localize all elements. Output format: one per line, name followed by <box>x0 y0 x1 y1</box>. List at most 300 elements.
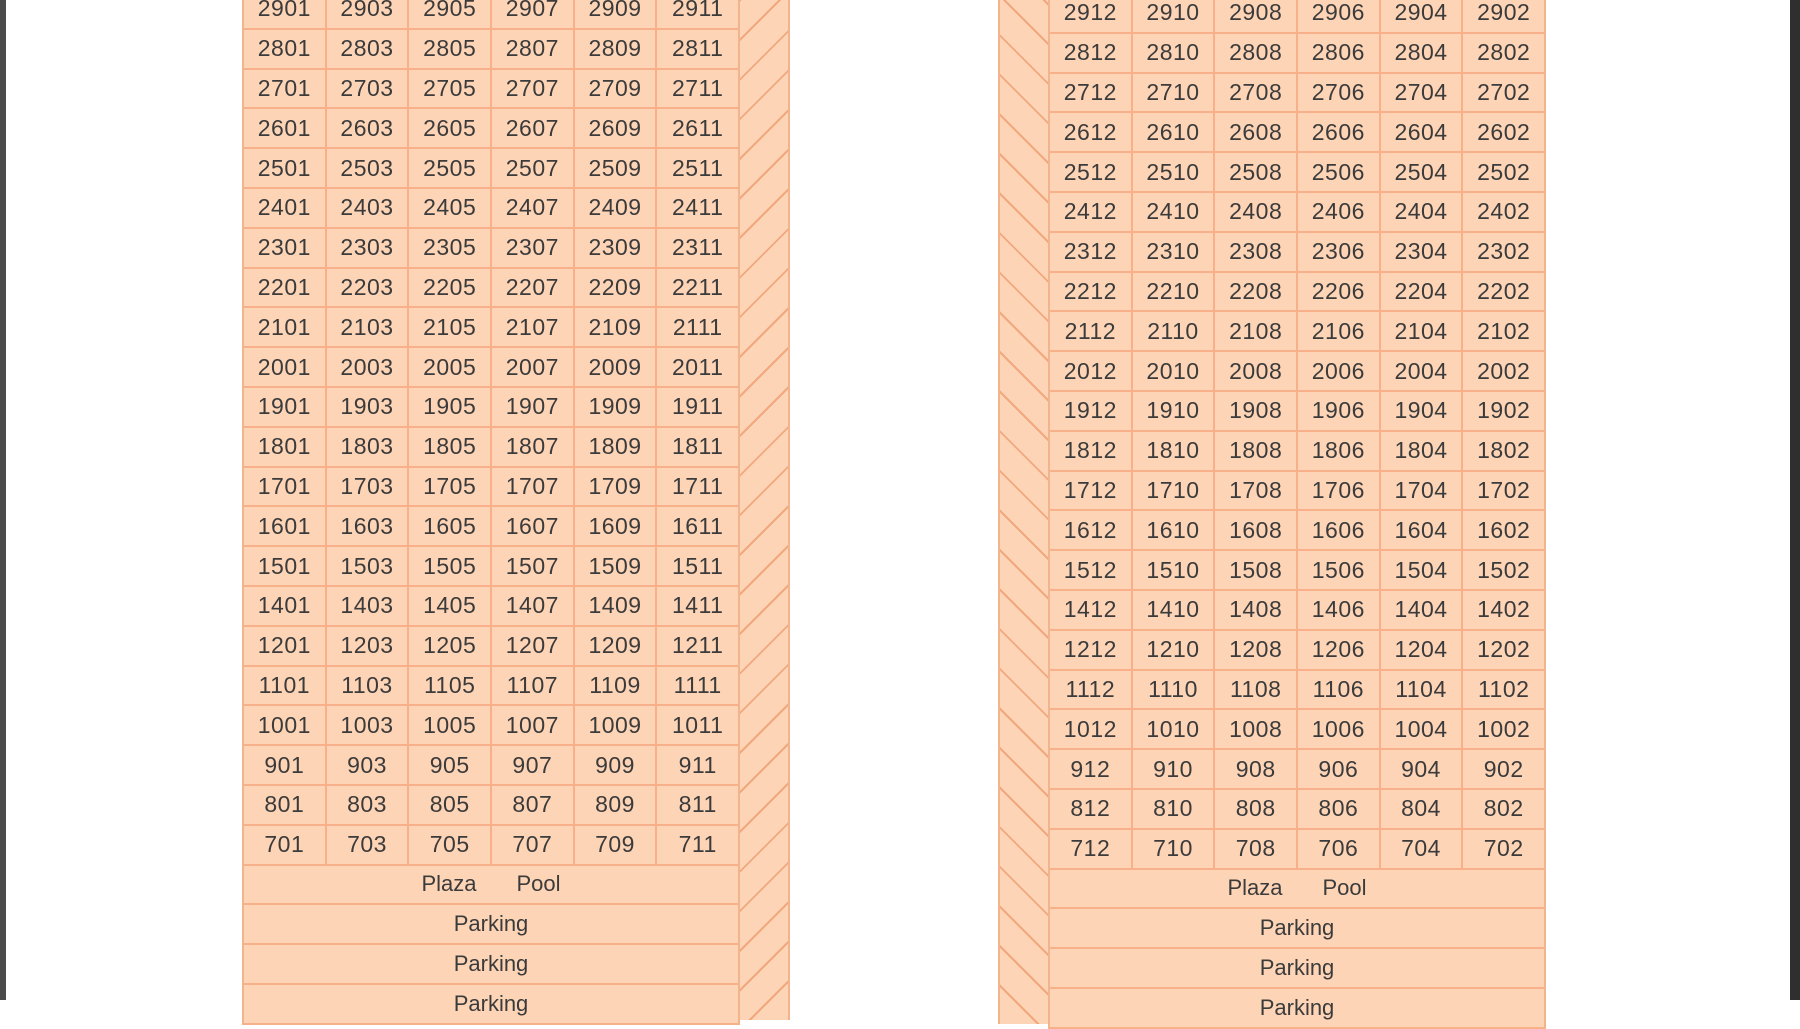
floor-row <box>244 269 738 309</box>
unit-cell: 1202 <box>1477 636 1531 663</box>
left-tower-amenity-row <box>244 866 738 906</box>
unit-cell: 2903 <box>327 0 410 28</box>
unit-cell: 1901 <box>244 388 327 426</box>
unit-cell: 2207 <box>492 269 575 307</box>
unit-cell: 2709 <box>575 70 658 108</box>
unit-cell: 1601 <box>244 507 327 545</box>
unit-cell: 2305 <box>409 229 492 267</box>
floor-row <box>1050 631 1544 671</box>
unit-cell: 2009 <box>575 348 658 386</box>
unit-cell: 1807 <box>492 428 575 466</box>
unit-cell: 2812 <box>1050 34 1133 72</box>
unit-cell: 1501 <box>244 547 327 585</box>
unit-cell: 1906 <box>1298 392 1381 430</box>
unit-cell: 2203 <box>327 269 410 307</box>
unit-cell: 2801 <box>244 30 327 68</box>
unit-cell: 1207 <box>492 627 575 665</box>
floor-row <box>244 189 738 229</box>
unit-cell: 2311 <box>671 234 724 261</box>
unit-cell: 1209 <box>575 627 658 665</box>
unit-cell: 2106 <box>1298 312 1381 350</box>
unit-cell: 1406 <box>1298 591 1381 629</box>
unit-cell: 2608 <box>1215 113 1298 151</box>
unit-cell: 1505 <box>409 547 492 585</box>
floor-row <box>1050 671 1544 711</box>
unit-cell: 703 <box>327 826 410 864</box>
floor-row <box>244 468 738 508</box>
unit-cell: 2906 <box>1298 0 1381 32</box>
floor-row <box>244 109 738 149</box>
unit-cell: 902 <box>1483 755 1524 782</box>
unit-cell: 2010 <box>1133 352 1216 390</box>
floor-row <box>1050 750 1544 790</box>
floor-row <box>1050 591 1544 631</box>
unit-cell: 2111 <box>672 313 723 340</box>
unit-cell: 2912 <box>1050 0 1133 32</box>
unit-cell: 2202 <box>1477 277 1531 304</box>
unit-cell: 2409 <box>575 189 658 227</box>
unit-cell: 1603 <box>327 507 410 545</box>
floor-row <box>1050 472 1544 512</box>
unit-cell: 1707 <box>492 468 575 506</box>
floor-row <box>244 706 738 746</box>
unit-cell: 2911 <box>671 0 724 22</box>
parking-level: Parking <box>244 905 738 945</box>
unit-cell: 2910 <box>1133 0 1216 32</box>
floor-row <box>244 30 738 70</box>
unit-cell: 2601 <box>244 109 327 147</box>
unit-cell: 2907 <box>492 0 575 28</box>
unit-cell: 1404 <box>1381 591 1464 629</box>
floor-row <box>244 149 738 189</box>
unit-cell: 1703 <box>327 468 410 506</box>
unit-cell: 2803 <box>327 30 410 68</box>
unit-cell: 2908 <box>1215 0 1298 32</box>
unit-cell: 1711 <box>671 472 724 499</box>
unit-cell: 801 <box>244 786 327 824</box>
unit-cell: 1006 <box>1298 710 1381 748</box>
unit-cell: 1211 <box>671 632 724 659</box>
unit-cell: 2103 <box>327 308 410 346</box>
floor-row <box>244 587 738 627</box>
unit-cell: 910 <box>1133 750 1216 788</box>
unit-cell: 805 <box>409 786 492 824</box>
unit-cell: 2301 <box>244 229 327 267</box>
floor-row <box>1050 352 1544 392</box>
floor-row <box>1050 273 1544 313</box>
unit-cell: 1903 <box>327 388 410 426</box>
unit-cell: 2505 <box>409 149 492 187</box>
unit-cell: 1610 <box>1133 511 1216 549</box>
unit-cell: 2411 <box>671 194 724 221</box>
floor-row <box>244 746 738 786</box>
unit-cell: 2105 <box>409 308 492 346</box>
unit-cell: 2510 <box>1133 153 1216 191</box>
unit-cell: 1909 <box>575 388 658 426</box>
unit-cell: 803 <box>327 786 410 824</box>
unit-cell: 810 <box>1133 790 1216 828</box>
unit-cell: 2703 <box>327 70 410 108</box>
unit-cell: 710 <box>1133 830 1216 868</box>
unit-cell: 2405 <box>409 189 492 227</box>
unit-cell: 1212 <box>1050 631 1133 669</box>
unit-cell: 2611 <box>671 114 724 141</box>
unit-cell: 1012 <box>1050 710 1133 748</box>
parking-level: Parking <box>1050 989 1544 1029</box>
unit-cell: 1702 <box>1477 476 1531 503</box>
floor-row <box>244 786 738 826</box>
unit-cell: 2001 <box>244 348 327 386</box>
unit-cell: 2003 <box>327 348 410 386</box>
unit-cell: 1411 <box>671 592 724 619</box>
unit-cell: 2112 <box>1050 312 1133 350</box>
floor-row <box>244 667 738 707</box>
unit-cell: 912 <box>1050 750 1133 788</box>
unit-cell: 2603 <box>327 109 410 147</box>
unit-cell: 707 <box>492 826 575 864</box>
unit-cell: 2406 <box>1298 193 1381 231</box>
unit-cell: 711 <box>678 831 717 858</box>
unit-cell: 1705 <box>409 468 492 506</box>
unit-cell: 1504 <box>1381 551 1464 589</box>
unit-cell: 1206 <box>1298 631 1381 669</box>
unit-cell: 1002 <box>1477 715 1531 742</box>
unit-cell: 2402 <box>1477 198 1531 225</box>
unit-cell: 1009 <box>575 706 658 744</box>
unit-cell: 1103 <box>327 667 410 705</box>
floor-row <box>1050 511 1544 551</box>
floor-row <box>1050 830 1544 870</box>
unit-cell: 908 <box>1215 750 1298 788</box>
unit-cell: 1809 <box>575 428 658 466</box>
unit-cell: 2904 <box>1381 0 1464 32</box>
unit-cell: 1905 <box>409 388 492 426</box>
unit-cell: 1808 <box>1215 432 1298 470</box>
unit-cell: 2004 <box>1381 352 1464 390</box>
unit-cell: 809 <box>575 786 658 824</box>
unit-cell: 2612 <box>1050 113 1133 151</box>
floor-row <box>1050 34 1544 74</box>
unit-cell: 709 <box>575 826 658 864</box>
floor-row <box>244 348 738 388</box>
unit-cell: 2509 <box>575 149 658 187</box>
unit-cell: 1001 <box>244 706 327 744</box>
unit-cell: 1912 <box>1050 392 1133 430</box>
floor-row <box>1050 74 1544 114</box>
unit-cell: 1612 <box>1050 511 1133 549</box>
unit-cell: 806 <box>1298 790 1381 828</box>
unit-cell: 1203 <box>327 627 410 665</box>
unit-cell: 804 <box>1381 790 1464 828</box>
floor-row <box>244 428 738 468</box>
floor-row <box>1050 790 1544 830</box>
floor-row <box>1050 153 1544 193</box>
unit-cell: 807 <box>492 786 575 824</box>
unit-cell: 2101 <box>244 308 327 346</box>
unit-cell: 2909 <box>575 0 658 28</box>
unit-cell: 1106 <box>1298 671 1381 709</box>
unit-cell: 1611 <box>671 512 724 539</box>
unit-cell: 706 <box>1298 830 1381 868</box>
unit-cell: 1509 <box>575 547 658 585</box>
right-tower <box>998 0 1546 1029</box>
unit-cell: 1410 <box>1133 591 1216 629</box>
unit-cell: 2006 <box>1298 352 1381 390</box>
unit-cell: 2708 <box>1215 74 1298 112</box>
unit-cell: 903 <box>327 746 410 784</box>
unit-cell: 704 <box>1381 830 1464 868</box>
unit-cell: 2704 <box>1381 74 1464 112</box>
unit-cell: 2102 <box>1477 317 1531 344</box>
unit-cell: 1503 <box>327 547 410 585</box>
unit-cell: 1108 <box>1215 671 1298 709</box>
unit-cell: 1508 <box>1215 551 1298 589</box>
left-tower-face <box>242 0 740 1025</box>
unit-cell: 1511 <box>671 552 724 579</box>
unit-cell: 2107 <box>492 308 575 346</box>
unit-cell: 2610 <box>1133 113 1216 151</box>
unit-cell: 2807 <box>492 30 575 68</box>
unit-cell: 2501 <box>244 149 327 187</box>
unit-cell: 2002 <box>1477 357 1531 384</box>
unit-cell: 1507 <box>492 547 575 585</box>
floor-row <box>1050 193 1544 233</box>
unit-cell: 1402 <box>1477 596 1531 623</box>
unit-cell: 2201 <box>244 269 327 307</box>
unit-cell: 2503 <box>327 149 410 187</box>
unit-cell: 2304 <box>1381 233 1464 271</box>
unit-cell: 1204 <box>1381 631 1464 669</box>
unit-cell: 1412 <box>1050 591 1133 629</box>
unit-cell: 1502 <box>1477 556 1531 583</box>
unit-cell: 2804 <box>1381 34 1464 72</box>
floor-row <box>1050 551 1544 591</box>
unit-cell: 1907 <box>492 388 575 426</box>
unit-cell: 2211 <box>671 273 724 300</box>
unit-cell: 702 <box>1483 835 1524 862</box>
unit-cell: 2412 <box>1050 193 1133 231</box>
pool-label: Pool <box>1322 875 1367 901</box>
unit-cell: 712 <box>1050 830 1133 868</box>
unit-cell: 2805 <box>409 30 492 68</box>
floor-row <box>1050 312 1544 352</box>
unit-cell: 2307 <box>492 229 575 267</box>
unit-cell: 1708 <box>1215 472 1298 510</box>
unit-cell: 1010 <box>1133 710 1216 748</box>
unit-cell: 1904 <box>1381 392 1464 430</box>
unit-cell: 2104 <box>1381 312 1464 350</box>
unit-cell: 2507 <box>492 149 575 187</box>
unit-cell: 1401 <box>244 587 327 625</box>
right-tower-amenity-row <box>1050 870 1544 910</box>
unit-cell: 812 <box>1050 790 1133 828</box>
unit-cell: 2012 <box>1050 352 1133 390</box>
unit-cell: 1609 <box>575 507 658 545</box>
unit-cell: 1407 <box>492 587 575 625</box>
unit-cell: 1804 <box>1381 432 1464 470</box>
left-tower <box>242 0 790 1025</box>
parking-level: Parking <box>1050 909 1544 949</box>
unit-cell: 1811 <box>671 433 724 460</box>
unit-cell: 1107 <box>492 667 575 705</box>
unit-cell: 1210 <box>1133 631 1216 669</box>
unit-cell: 1712 <box>1050 472 1133 510</box>
unit-cell: 1008 <box>1215 710 1298 748</box>
plaza-label: Plaza <box>1227 875 1283 901</box>
unit-cell: 2506 <box>1298 153 1381 191</box>
unit-cell: 1510 <box>1133 551 1216 589</box>
unit-cell: 2110 <box>1133 312 1216 350</box>
unit-cell: 1810 <box>1133 432 1216 470</box>
unit-cell: 2502 <box>1477 158 1531 185</box>
unit-cell: 1105 <box>409 667 492 705</box>
unit-cell: 1512 <box>1050 551 1133 589</box>
unit-cell: 2902 <box>1477 0 1531 26</box>
unit-cell: 1205 <box>409 627 492 665</box>
unit-cell: 1506 <box>1298 551 1381 589</box>
unit-cell: 1606 <box>1298 511 1381 549</box>
unit-cell: 907 <box>492 746 575 784</box>
unit-cell: 2806 <box>1298 34 1381 72</box>
unit-cell: 2609 <box>575 109 658 147</box>
floor-row <box>1050 0 1544 34</box>
unit-cell: 705 <box>409 826 492 864</box>
unit-cell: 2206 <box>1298 273 1381 311</box>
unit-cell: 2809 <box>575 30 658 68</box>
unit-cell: 2808 <box>1215 34 1298 72</box>
unit-cell: 1110 <box>1133 671 1216 709</box>
unit-cell: 1608 <box>1215 511 1298 549</box>
unit-cell: 1604 <box>1381 511 1464 549</box>
unit-cell: 2309 <box>575 229 658 267</box>
unit-cell: 2702 <box>1477 78 1531 105</box>
unit-cell: 1005 <box>409 706 492 744</box>
unit-cell: 906 <box>1298 750 1381 788</box>
unit-cell: 1102 <box>1477 675 1530 702</box>
unit-cell: 2407 <box>492 189 575 227</box>
unit-cell: 2302 <box>1477 238 1531 265</box>
unit-cell: 2607 <box>492 109 575 147</box>
unit-cell: 2403 <box>327 189 410 227</box>
unit-cell: 2810 <box>1133 34 1216 72</box>
unit-cell: 1801 <box>244 428 327 466</box>
unit-cell: 2811 <box>671 35 724 62</box>
floor-row <box>1050 432 1544 472</box>
unit-cell: 1602 <box>1477 516 1531 543</box>
unit-cell: 802 <box>1483 795 1524 822</box>
unit-cell: 1803 <box>327 428 410 466</box>
unit-cell: 2711 <box>671 74 724 101</box>
unit-cell: 1104 <box>1381 671 1464 709</box>
unit-cell: 1201 <box>244 627 327 665</box>
unit-cell: 1007 <box>492 706 575 744</box>
right-tower-face <box>1048 0 1546 1029</box>
unit-cell: 1806 <box>1298 432 1381 470</box>
floor-row <box>1050 113 1544 153</box>
pool-label: Pool <box>516 871 561 897</box>
floor-row <box>244 229 738 269</box>
unit-cell: 904 <box>1381 750 1464 788</box>
unit-cell: 2504 <box>1381 153 1464 191</box>
unit-cell: 2208 <box>1215 273 1298 311</box>
unit-cell: 2905 <box>409 0 492 28</box>
unit-cell: 2404 <box>1381 193 1464 231</box>
unit-cell: 1111 <box>673 671 722 698</box>
floor-row <box>244 70 738 110</box>
unit-cell: 2109 <box>575 308 658 346</box>
parking-level: Parking <box>1050 949 1544 989</box>
floor-row <box>244 507 738 547</box>
unit-cell: 1701 <box>244 468 327 506</box>
unit-cell: 2209 <box>575 269 658 307</box>
unit-cell: 2508 <box>1215 153 1298 191</box>
unit-cell: 1805 <box>409 428 492 466</box>
unit-cell: 909 <box>575 746 658 784</box>
unit-cell: 1109 <box>575 667 658 705</box>
unit-cell: 1011 <box>671 711 724 738</box>
unit-cell: 2604 <box>1381 113 1464 151</box>
unit-cell: 2303 <box>327 229 410 267</box>
unit-cell: 1910 <box>1133 392 1216 430</box>
unit-cell: 1710 <box>1133 472 1216 510</box>
unit-cell: 2005 <box>409 348 492 386</box>
unit-cell: 2901 <box>244 0 327 28</box>
unit-cell: 2008 <box>1215 352 1298 390</box>
right-edge-bar <box>1790 0 1800 1000</box>
unit-cell: 1709 <box>575 468 658 506</box>
unit-cell: 808 <box>1215 790 1298 828</box>
floor-row <box>244 388 738 428</box>
unit-cell: 2204 <box>1381 273 1464 311</box>
floor-row <box>1050 710 1544 750</box>
unit-cell: 2802 <box>1477 39 1531 66</box>
left-tower-floors <box>244 0 738 866</box>
unit-cell: 1405 <box>409 587 492 625</box>
unit-cell: 2511 <box>671 154 724 181</box>
unit-cell: 2712 <box>1050 74 1133 112</box>
floor-row <box>244 826 738 866</box>
unit-cell: 1004 <box>1381 710 1464 748</box>
unit-cell: 1403 <box>327 587 410 625</box>
floor-row <box>244 308 738 348</box>
parking-level: Parking <box>244 945 738 985</box>
unit-cell: 2707 <box>492 70 575 108</box>
unit-cell: 2602 <box>1477 118 1531 145</box>
unit-cell: 1408 <box>1215 591 1298 629</box>
unit-cell: 2108 <box>1215 312 1298 350</box>
unit-cell: 2312 <box>1050 233 1133 271</box>
unit-cell: 1607 <box>492 507 575 545</box>
unit-cell: 1911 <box>671 393 724 420</box>
unit-cell: 2308 <box>1215 233 1298 271</box>
unit-cell: 1902 <box>1477 397 1531 424</box>
unit-cell: 1409 <box>575 587 658 625</box>
parking-level: Parking <box>244 985 738 1025</box>
unit-cell: 2401 <box>244 189 327 227</box>
floor-row <box>1050 392 1544 432</box>
unit-cell: 2410 <box>1133 193 1216 231</box>
unit-cell: 1908 <box>1215 392 1298 430</box>
unit-cell: 2306 <box>1298 233 1381 271</box>
unit-cell: 2205 <box>409 269 492 307</box>
floor-row <box>244 627 738 667</box>
left-edge-bar <box>0 0 6 1000</box>
unit-cell: 1101 <box>244 667 327 705</box>
unit-cell: 1706 <box>1298 472 1381 510</box>
right-tower-side-hatch <box>998 0 1048 1024</box>
unit-cell: 1704 <box>1381 472 1464 510</box>
unit-cell: 2512 <box>1050 153 1133 191</box>
